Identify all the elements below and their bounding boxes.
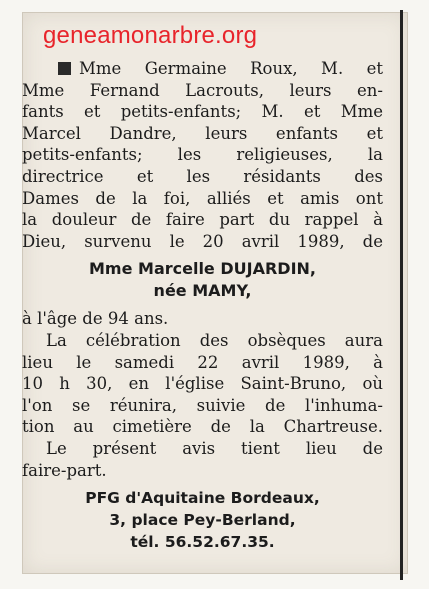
maiden-name: née MAMY, xyxy=(153,281,252,301)
intro-line: Mme Germaine Roux, M. et xyxy=(58,58,383,80)
intro-line: Marcel Dandre, leurs enfants et xyxy=(22,123,383,143)
bullet-square-icon xyxy=(58,62,71,75)
intro-line: fants et petits-enfants; M. et Mme xyxy=(22,102,383,122)
obituary-text xyxy=(22,58,383,553)
ceremony-line: lieu le samedi 22 avril 1989, à xyxy=(22,352,383,372)
ceremony-line: 10 h 30, en l'église Saint-Bruno, où xyxy=(22,374,383,394)
intro-line: la douleur de faire part du rappel à xyxy=(22,210,383,230)
funeral-home-address: 3, place Pey-Berland, xyxy=(109,511,296,530)
ceremony-line: l'on se réunira, suivie de l'inhuma- xyxy=(22,395,383,415)
intro-line: Dames de la foi, alliés et amis ont xyxy=(22,188,383,208)
notice-line: Le présent avis tient lieu de xyxy=(46,438,383,458)
notice-line: faire-part. xyxy=(22,460,107,480)
ceremony-line: tion au cimetière de la Chartreuse. xyxy=(22,417,383,437)
intro-line: directrice et les résidants des xyxy=(22,166,383,186)
funeral-home-name: PFG d'Aquitaine Bordeaux, xyxy=(85,489,320,508)
column-rule xyxy=(400,10,403,580)
deceased-name: Mme Marcelle DUJARDIN, xyxy=(89,259,316,279)
intro-line: Mme Fernand Lacrouts, leurs en- xyxy=(22,80,383,100)
intro-line: Dieu, survenu le 20 avril 1989, de xyxy=(22,231,383,251)
ceremony-line: La célébration des obsèques aura xyxy=(46,330,383,350)
watermark: geneamonarbre.org xyxy=(43,22,258,49)
funeral-home-phone: tél. 56.52.67.35. xyxy=(130,533,275,552)
intro-line: petits-enfants; les religieuses, la xyxy=(22,145,383,165)
age-line: à l'âge de 94 ans. xyxy=(22,309,169,329)
